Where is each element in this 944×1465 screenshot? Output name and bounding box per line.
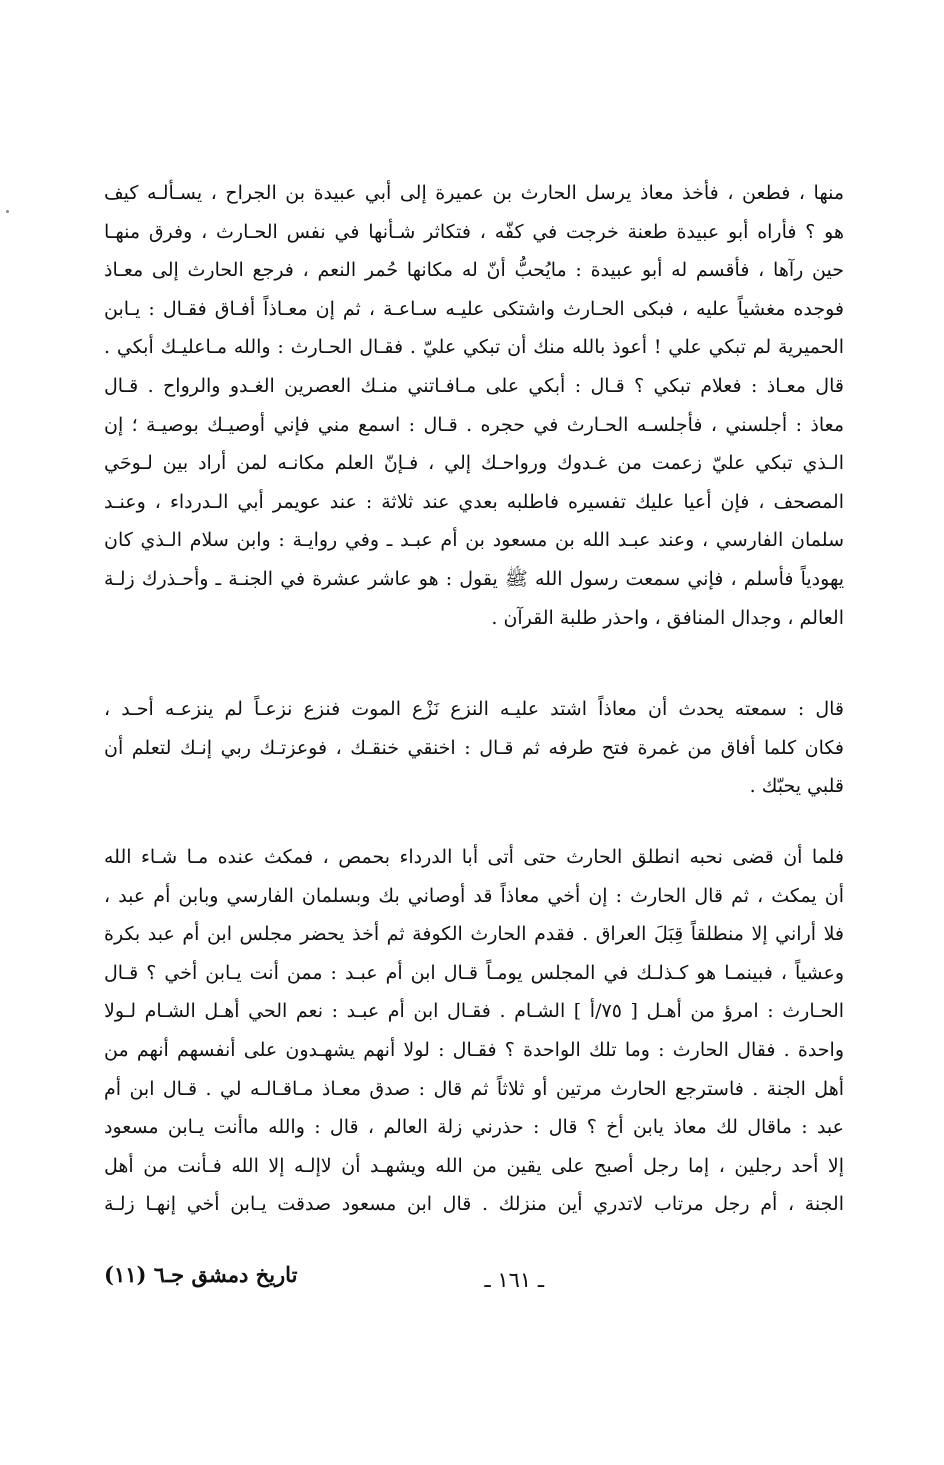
text-line: الـذي تبكي عليّ زعمت من غـدوك ورواحـك إلي ، فـإنّ العلم مكانـه لمن أراد بين لـوحَي [104, 452, 844, 475]
text-line: قال : سمعته يحدث أن معاذاً اشتد عليـه النزع نَزْع الموت فنزع نزعـاً لم ينزعـه أحـد ، [104, 698, 844, 720]
text-line: عبد : ماقال لك معاذ يابن أخ ؟ قال : حذرني زلة العالم ، قال : والله ماأنت يـابن مسعود [104, 1116, 844, 1139]
text-line: أن يمكث ، ثم قال الحارث : إن أخي معاذاً قد أوصاني بك وبسلمان الفارسي وبابن أم عبد ، [104, 884, 844, 907]
text-line: الحـارث : امرؤ من أهـل [ ٧٥/أ ] الشـام . فقـال ابن أم عبـد : نعم الحي أهـل الشـام لـولا [104, 1000, 844, 1023]
text-line: إلا أحد رجلين ، إما رجل أصبح على يقين من الله ويشهـد أن لاإلـه إلا الله فـأنت من أهل [104, 1154, 844, 1177]
text-line: الجنة ، أم رجل مرتاب لاتدري أين منزلك . قال ابن مسعود صدقت يـابن أخي إنهـا زلـة [104, 1193, 844, 1216]
text-line: المصحف ، فإن أعيا عليك تفسيره فاطلبه بعدي عند ثلاثة : عند عويمر أبي الـدرداء ، وعنـد [104, 490, 844, 513]
page-footer [104, 1262, 844, 1302]
text-line: يهودياً فأسلم ، فإني سمعت رسول الله ﷺ يقول : هو عاشر عشرة في الجنـة ـ وأحـذرك زلـة [104, 567, 844, 590]
text-line: قال معـاذ : فعلام تبكي ؟ قـال : أبكي على مـافـاتني منـك العصرين الغـدو والرواح . قـال [104, 374, 844, 397]
text-line: معاذ : أجلسني ، فأجلسـه الحـارث في حجره . قـال : اسمع مني فإني أوصيـك بوصيـة ؛ إن [104, 413, 844, 436]
text-line: العالم ، وجدال المنافق ، واحذر طلبة القرآن . [491, 606, 844, 629]
text-line: فوجده مغشياً عليه ، فبكى الحـارث واشتكى عليـه سـاعـة ، ثم إن معـاذاً أفـاق فقـال : يـابن [104, 297, 844, 320]
text-line: أهل الجنة . فاسترجع الحارث مرتين أو ثلاثاً ثم قال : صدق معـاذ مـاقـالـه لي . قـال ابن أم [104, 1077, 844, 1100]
text-line: الحميرية لم تبكي علي ! أعوذ بالله منك أن تبكي عليّ . فقـال الحـارث : والله مـاعليـك أبكي . [104, 336, 844, 359]
text-line: فكان كلما أفاق من غمرة فتح طرفه ثم قـال : اخنقي خنقـك ، فوعزتـك ربي إنـك لتعلم أن [104, 736, 844, 759]
text-line: قلبي يحبّك . [749, 775, 844, 798]
book-signature: تاريخ دمشق جـ٦ (١١) [104, 1262, 298, 1287]
text-line: سلمان الفارسي ، وعند عبـد الله بن مسعود بن أم عبـد ـ وفي روايـة : وابن سلام الـذي كان [104, 529, 844, 552]
text-line: فلما أن قضى نحبه انطلق الحارث حتى أتى أبا الدرداء بحمص ، فمكث عنده مـا شـاء الله [104, 846, 844, 868]
paragraph-3 [104, 838, 844, 1224]
paragraph-1 [104, 174, 844, 637]
text-line: فلا أراني إلا منطلقاً قِبَلَ العراق . فقدم الحارث الكوفة ثم أخذ يحضر مجلس ابن أم عبد بكرة [104, 923, 844, 946]
text-line: واحدة . فقال الحارث : وما تلك الواحدة ؟ فقـال : لولا أنهم يشهـدون على أنفسهم أنهم من [104, 1038, 844, 1061]
text-line: منها ، فطعن ، فأخذ معاذ يرسل الحارث بن عميرة إلى أبي عبيدة بن الجراح ، يسـألـه كيف [104, 182, 844, 204]
paragraph-2 [104, 690, 844, 806]
page-number: ـ ١٦١ ـ [484, 1268, 544, 1292]
text-line: حين رآها ، فأقسم له أبو عبيدة : مايُحبُّ أنّ له مكانها حُمر النعم ، فرجع الحارث إلى معـاذ [104, 259, 844, 282]
text-line: وعشياً ، فبينمـا هو كـذلـك في المجلس يومـاً قـال ابن أم عبـد : ممن أنت يـابن أخي ؟ قـال [104, 961, 844, 984]
scan-speck [6, 210, 9, 213]
text-line: هو ؟ فأراه أبو عبيدة طعنة خرجت في كفّه ، فتكاثر شـأنها في نفس الحـارث ، وفرق منهـا [104, 220, 844, 243]
